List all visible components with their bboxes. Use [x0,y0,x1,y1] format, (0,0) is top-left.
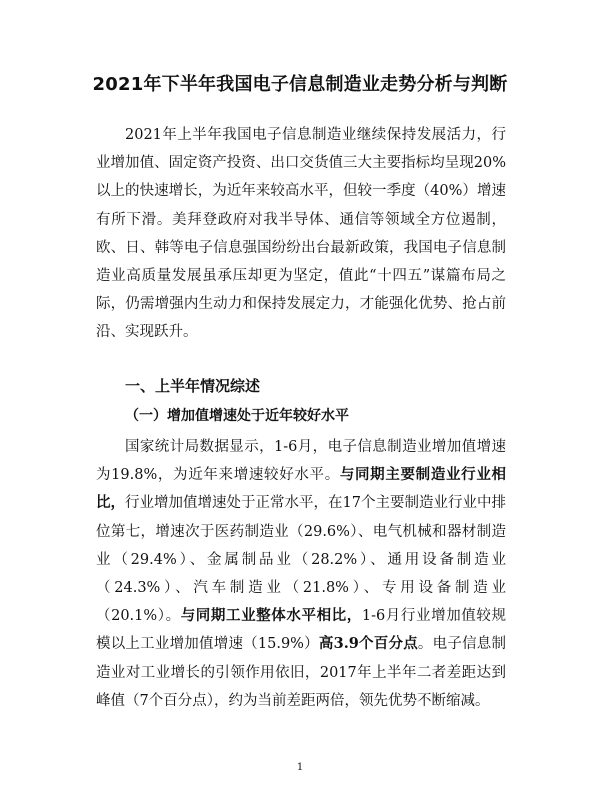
bold-text: 高3.9个百分点 [318,635,418,653]
bold-text: 与同期工业整体水平相比， [180,607,362,625]
bold-text: 与同期主要制造业行业相比， [96,466,506,512]
paragraph-text: 行业增加值增速处于正常水平，在17个主要制造业行业中排位第七，增速次于医药制造业（29.6%）、电气机械和器材制造业（29.4%）、金属制品业（28.2%）、通用设备制造业（24.3%）、汽车制造业（21.8%）、专用设备制造业（20.1%）。 [96,495,507,625]
paragraph-text: 国家统计局数据显示，1-6月，电子信息制造业增加值增速为19.8%，为近年来增速较好水平。 [96,439,506,484]
body-paragraph [96,433,506,715]
paragraph-text: 。电子信息制造业对工业增长的引领作用依旧，2017年上半年二者差距达到峰值（7个百分点），约为当前差距两倍，领先优势不断缩减。 [96,636,507,709]
subsection-heading: （一）增加值增速处于近年较好水平 [125,408,349,424]
section-heading: 一、上半年情况综述 [125,377,261,395]
paragraph-text: 1-6月行业增加值较规模以上工业增加值增速（15.9%） [96,608,506,653]
intro-paragraph: 2021年上半年我国电子信息制造业继续保持发展活力，行业增加值、固定资产投资、出口交货值三大主要指标均呈现20%以上的快速增长，为近年来较高水平，但较一季度（40%）增速有所下滑。美拜登政府对我半导体、通信等领域全方位遏制，欧、日、韩等电子信息强国纷纷出台最新政策，我国电子信息制造业高质量发展虽承压却更为坚定，值此“十四五”谋篇布局之际，仍需增强内生动力和保持发展定力，才能强化优势、抢占前沿、实现跃升。 [96,127,506,341]
document-title: 2021年下半年我国电子信息制造业走势分析与判断 [92,74,508,95]
page-number: 1 [296,762,304,773]
